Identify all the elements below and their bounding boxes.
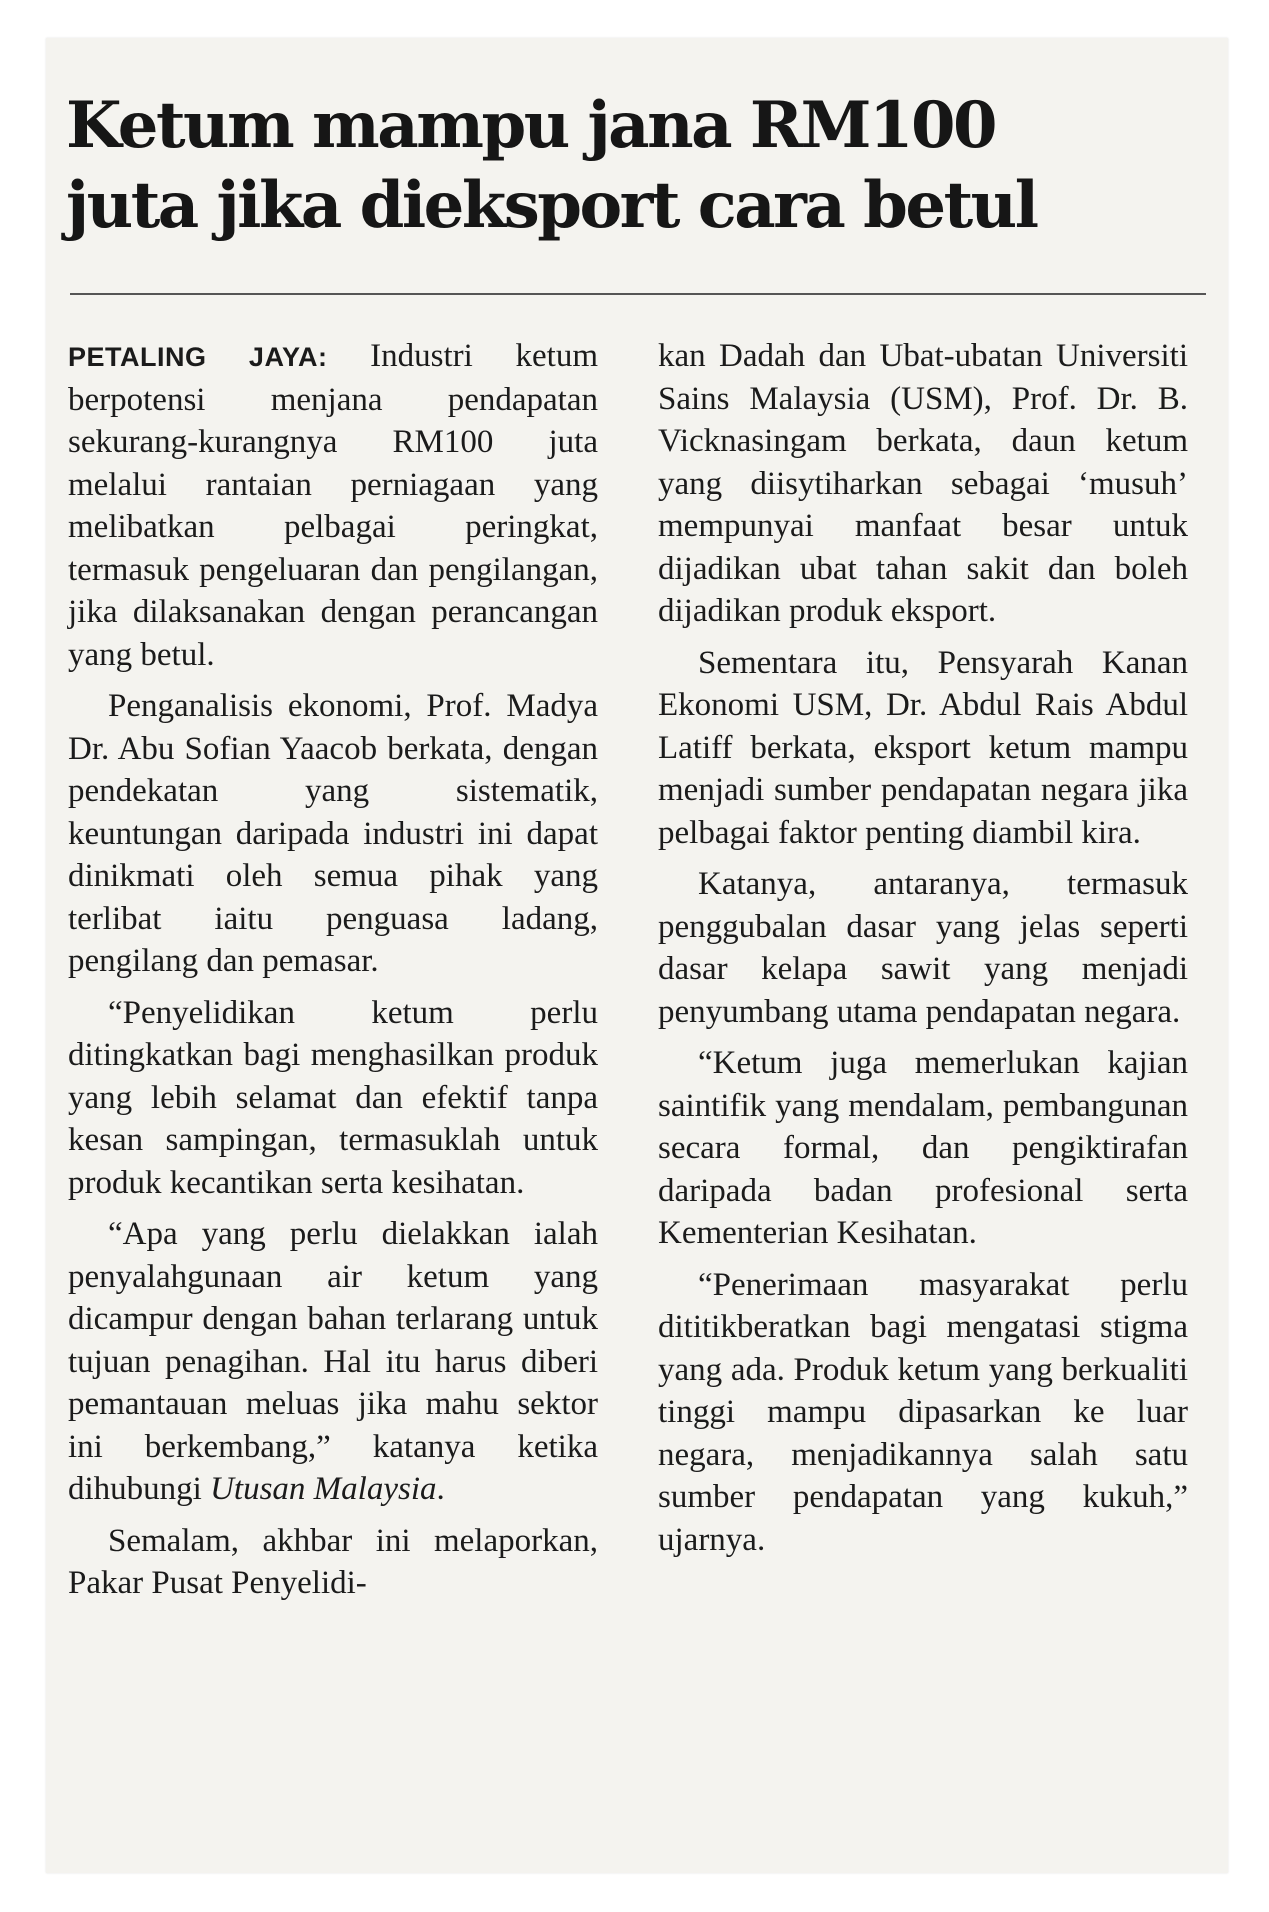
article-paragraph-1 — [68, 335, 598, 676]
article-paragraph-4 — [68, 1213, 598, 1511]
paragraph-4-text: “Apa yang perlu dielakkan ialah penyalahgunaan air ketum yang dicampur dengan bahan terlarang untuk tujuan penagihan. Hal itu harus diberi pemantauan meluas jika mahu sektor ini berkembang,” katanya ketika dihubungi — [68, 1216, 598, 1507]
article-paragraph-8: “Ketum juga memerlukan kajian saintifik yang mendalam, pembangunan secara formal, dan pengiktirafan daripada badan profesional serta Kementerian Kesihatan. — [658, 1045, 1188, 1251]
paragraph-1-text: Industri ketum berpotensi menjana pendapatan sekurang-kurangnya RM100 juta melalui rantaian perniagaan yang melibatkan pelbagai peringkat, termasuk pengeluaran dan pengilangan, jika dilaksanakan dengan perancangan yang betul. — [68, 338, 598, 673]
article-paragraph-3: “Penyelidikan ketum perlu ditingkatkan bagi menghasilkan produk yang lebih selamat dan efektif tanpa kesan sampingan, termasuklah untuk produk kecantikan serta kesihatan. — [68, 994, 598, 1201]
article-paragraph-5-start: Semalam, akhbar ini melaporkan, Pakar Pusat Penyelidi- — [68, 1522, 598, 1601]
article-column-left — [68, 335, 598, 1614]
article-paragraph-9: “Penerimaan masyarakat perlu dititikberatkan bagi mengatasi stigma yang ada. Produk ketum yang berkualiti tinggi mampu dipasarkan ke luar negara, menjadikannya salah satu sumber pendapatan yang kukuh,” ujarnya. — [658, 1266, 1188, 1558]
headline-line-2: juta jika dieksport cara betul — [66, 168, 1037, 243]
headline-line-1: Ketum mampu jana RM100 — [66, 88, 996, 163]
publication-name: Utusan Malaysia — [210, 1471, 437, 1507]
newspaper-clipping — [46, 38, 1228, 1873]
headline — [66, 86, 1206, 246]
article-paragraph-6: Sementara itu, Pensyarah Kanan Ekonomi USM, Dr. Abdul Rais Abdul Latiff berkata, eksport ketum mampu menjadi sumber pendapatan negara jika pelbagai faktor penting diambil kira. — [658, 644, 1188, 851]
article-paragraph-7: Katanya, antaranya, termasuk penggubalan dasar yang jelas seperti dasar kelapa sawit yang menjadi penyumbang utama pendapatan negara. — [658, 866, 1188, 1030]
article-paragraph-2: Penganalisis ekonomi, Prof. Madya Dr. Abu Sofian Yaacob berkata, dengan pendekatan yang sistematik, keuntungan daripada industri ini dapat dinikmati oleh semua pihak yang terlibat iaitu penguasa ladang, pengilang dan pemasar. — [68, 688, 598, 979]
headline-divider — [70, 293, 1206, 295]
article-paragraph-5-continued: kan Dadah dan Ubat-ubatan Universiti Sains Malaysia (USM), Prof. Dr. B. Vicknasingam berkata, daun ketum yang diisytiharkan sebagai ‘musuh’ mempunyai manfaat besar untuk dijadikan ubat tahan sakit dan boleh dijadikan produk eksport. — [658, 338, 1188, 629]
article-column-right — [658, 335, 1188, 1570]
paragraph-4-end: . — [436, 1471, 445, 1507]
dateline: PETALING JAYA: — [68, 342, 328, 372]
